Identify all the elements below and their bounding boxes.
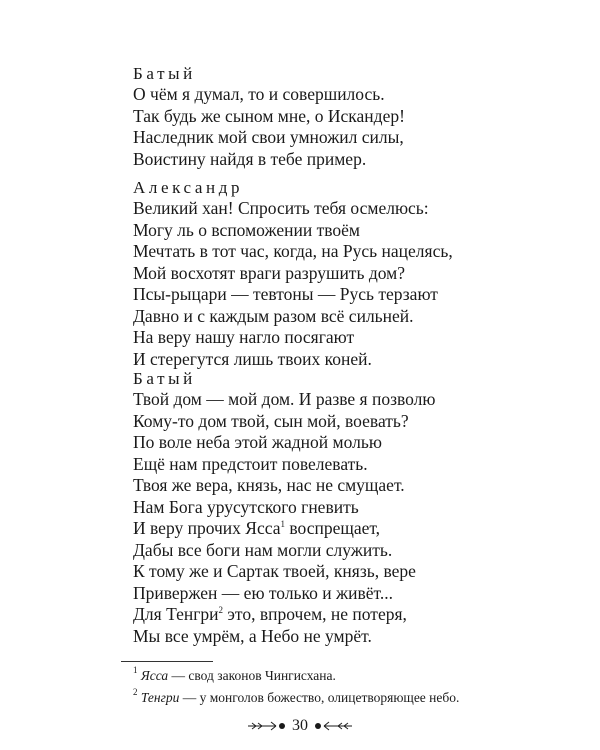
page-footer: [0, 715, 600, 737]
verse-line: Наследник мой свои умножил силы,: [133, 127, 404, 147]
verse-line: О чём я думал, то и совершилось.: [133, 84, 385, 104]
verse-line: Так будь же сыном мне, о Искандер!: [133, 105, 405, 126]
verse-line: К тому же и Сартак твоей, князь, вере: [133, 561, 416, 581]
verse-line: Ещё нам предстоит повелевать.: [133, 453, 368, 474]
verse-line: И веру прочих Ясса$^1$ воспрещает,: [133, 518, 381, 538]
verse-line: Привержен — ею только и живёт...: [133, 582, 393, 603]
footnote-term: Тенгри: [140, 690, 180, 705]
speaker-name: Батый: [133, 64, 196, 83]
verse-line: И стерегутся лишь твоих коней.: [133, 348, 372, 369]
footnote: [133, 689, 459, 706]
stanza: [133, 368, 553, 647]
verse-line: Нам Бога урусутского гневить: [133, 496, 359, 517]
footnote-term: Ясса: [140, 668, 169, 683]
verse-line: Мой восхотят враги разрушить дом?: [133, 262, 405, 283]
footnote-mark: 1: [280, 519, 285, 529]
verse-line: На веру нашу нагло посягают: [133, 327, 355, 347]
verse-line: По воле неба этой жадной молью: [133, 432, 382, 452]
verse-line: Кому-то дом твой, сын мой, воевать?: [133, 410, 409, 431]
verse-line: Мы все умрём, а Небо не умрёт.: [133, 625, 372, 646]
verse-line: Мечтать в тот час, когда, на Русь нацелясь,: [133, 241, 453, 261]
verse-line: Для Тенгри$^2$ это, впрочем, не потеря,: [133, 604, 407, 624]
stanza: [133, 177, 553, 370]
footnote-number: 1: [133, 665, 138, 675]
footnote-text: — свод законов Чингисхана.: [168, 668, 336, 683]
speaker-name: Александр: [133, 178, 244, 197]
stanza: [133, 63, 553, 170]
verse-line: Давно и с каждым разом всё сильней.: [133, 305, 414, 326]
ornament-left-icon: [246, 720, 288, 732]
verse-line: Могу ль о вспоможении твоём: [133, 219, 360, 240]
verse-line: Твоя же вера, князь, нас не смущает.: [133, 475, 405, 495]
verse-line: Воистину найдя в тебе пример.: [133, 148, 367, 169]
verse-line: Твой дом — мой дом. И разве я позволю: [133, 389, 436, 409]
verse-line: Дабы все боги нам могли служить.: [133, 539, 393, 560]
verse-line: Великий хан! Спросить тебя осмелюсь:: [133, 198, 429, 218]
verse-line: Псы-рыцари — тевтоны — Русь терзают: [133, 284, 438, 304]
footnote: [133, 667, 336, 684]
speaker-name: Батый: [133, 369, 196, 388]
footnote-text: — у монголов божество, олицетворяющее небо.: [179, 690, 460, 705]
footnote-number: 2: [133, 687, 138, 697]
footnote-rule: [121, 661, 213, 662]
page-number: 30: [292, 717, 308, 734]
ornament-right-icon: [312, 720, 354, 732]
footnote-mark: 2: [218, 605, 224, 615]
